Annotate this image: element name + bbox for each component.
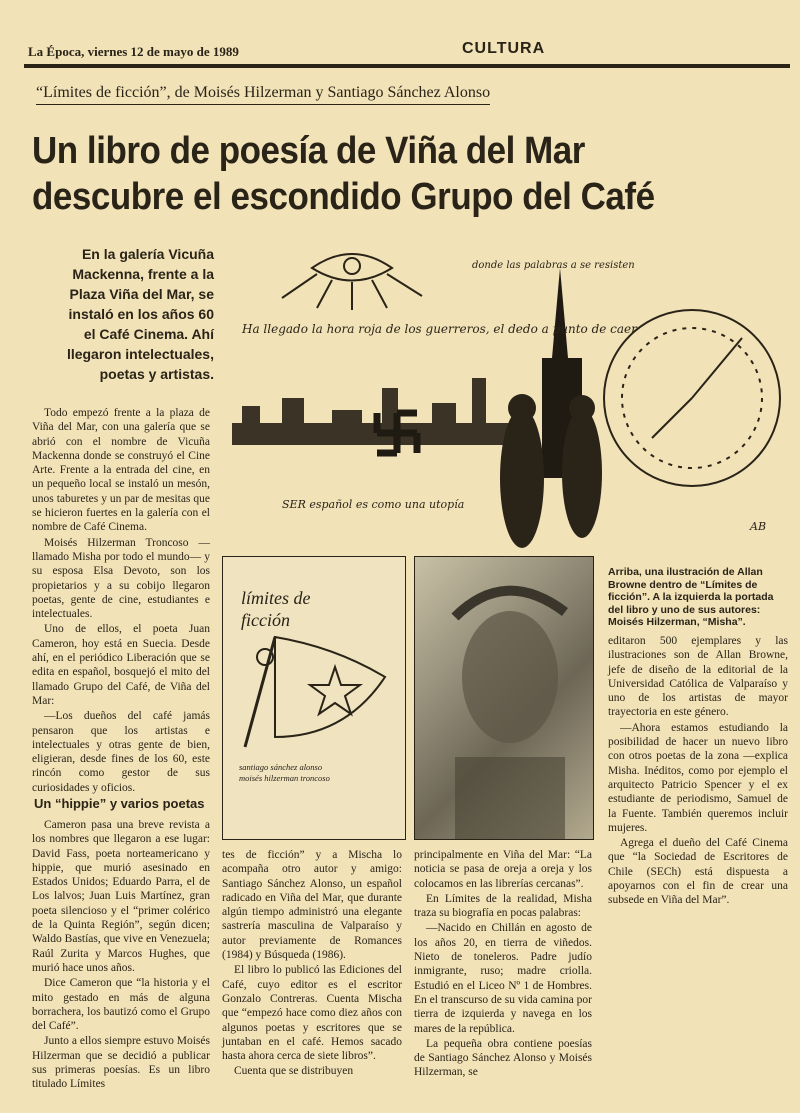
paragraph: Todo empezó frente a la plaza de Viña del Mar, con una galería que se abrió con el nombre de Vicuña Mackenna donde se construyó el Cine Arte. Frente a la entrada del cine, en un pequeño local se instaló un mesón, unos taburetes y un par de mesitas que se hicieron fuertes en la galería con el nombre de Café Cinema. [32, 407, 210, 534]
deck: En la galería Vicuña Mackenna, frente a la Plaza Viña del Mar, se instaló en los años 60 el Café Cinema. Ahí llegaron intelectuales, poetas y artistas. [66, 246, 214, 382]
cover-author-2: moisés hilzerman troncoso [239, 773, 330, 783]
column-1-bottom [32, 818, 210, 1093]
paragraph: Moisés Hilzerman Troncoso —llamado Misha por todo el mundo— y su esposa Elsa Devoto, son los propietarios y a su cobijo llegaron poetas, gente de cine, estudiantes e intelectuales. [32, 536, 210, 621]
illustration-text-2: donde las palabras a se resisten [472, 260, 635, 271]
paragraph: —Ahora estamos estudiando la posibilidad de hacer un nuevo libro con otros poetas de la zona —explica Misha. Inéditos, como por ejemplo el arquitecto Patricio Spencer y el ex estudiante de periodismo, Samuel de la Fuente. También queremos incluir mujeres. [608, 721, 788, 834]
author-photo [414, 556, 594, 840]
illustration-text-1: Ha llegado la hora roja de los guerreros, el dedo a punto de caer [242, 322, 637, 336]
headline-line-2: descubre el escondido Grupo del Café [32, 176, 655, 218]
column-2 [222, 848, 402, 1080]
column-3 [414, 848, 592, 1081]
paragraph: La pequeña obra contiene poesías de Santiago Sánchez Alonso y Moisés Hilzerman, se [414, 1037, 592, 1079]
paragraph: Cameron pasa una breve revista a los nombres que llegaron a ese lugar: David Fass, poeta norteamericano y hippie, que murió asesinado en Estados Unidos; Eduardo Parra, el de Los lalvos; Juan Luis Martínez, gran poeta silencioso y el “primer colérico de la Quinta Región”, según dicen; Waldo Bastías, que vive en Venezuela; Raúl Zurita y Marcos Hughes, que murió hace unos años. [32, 819, 210, 974]
star-flag-icon [235, 627, 395, 757]
paragraph: El libro lo publicó las Ediciones del Café, cuyo editor es el escritor Gonzalo Contreras. Cuenta Mischa que “empezó hace como diez años con algunos poetas y escritores que se juntaban en el café. Hemos sacado hasta ahora cerca de siete libros”. [222, 964, 402, 1063]
illustration-text-3: SER español es como una utopía [282, 498, 465, 511]
cover-title: límites de ficción [241, 588, 311, 630]
book-cover [222, 556, 406, 840]
paragraph: En Límites de la realidad, Misha traza su biografía en pocas palabras: [414, 892, 592, 920]
cover-author-1: santiago sánchez alonso [239, 762, 323, 772]
portrait-icon [415, 557, 593, 839]
illustration [222, 238, 788, 548]
paragraph: Uno de ellos, el poeta Juan Cameron, hoy está en Suecia. Desde ahí, en el periódico Liberación que se edita en español, bosquejó el mito del llamado Grupo del Café, de Viña del Mar: [32, 623, 210, 707]
headline-line-1: Un libro de poesía de Viña del Mar [32, 130, 585, 172]
headline [32, 128, 713, 220]
paragraph: Agrega el dueño del Café Cinema que “la Sociedad de Escritores de Chile (SECh) está dispuesta a apoyarnos con el fin de crear una subsede en Viña del Mar”. [608, 837, 788, 907]
paragraph: Dice Cameron que “la historia y el mito gestado en más de alguna borrachera, los bautizó como el Grupo del Café”. [32, 977, 210, 1033]
paragraph: editaron 500 ejemplares y las ilustraciones son de Allan Browne, jefe de diseño de la editorial de la Universidad Católica de Valparaíso y uno de los artistas de mayor trayectoria en este género. [608, 635, 788, 719]
column-4 [608, 634, 788, 909]
paragraph: Junto a ellos siempre estuvo Moisés Hilzerman que se decidió a publicar sus primeras poesías. Es un libro titulado Límites [32, 1035, 210, 1091]
subhead: Un “hippie” y varios poetas [34, 796, 205, 811]
paragraph: Cuenta que se distribuyen [234, 1065, 354, 1078]
photo-caption: Arriba, una ilustración de Allan Browne dentro de “Límites de ficción”. A la izquierda la portada del libro y uno de sus autores: Moisés Hilzerman, “Misha”. [608, 566, 774, 628]
illustration-signature: AB [750, 520, 767, 533]
paragraph: —Los dueños del café jamás pensaron que los artistas e intelectuales y otras gente de bien, eligieran, desde fines de los 60, este rincón como gestor de sus curiosidades y oficios. [32, 710, 210, 794]
eye-icon [282, 254, 422, 310]
column-1-top [32, 406, 210, 796]
cover-authors [239, 762, 330, 784]
top-rule [24, 64, 790, 68]
section-label: CULTURA [462, 40, 546, 57]
paragraph: tes de ficción” y a Mischa lo acompaña otro autor y amigo: Santiago Sánchez Alonso, un español radicado en Viña del Mar, que durante algún tiempo administró una elegante sastrería masculina de Valparaíso y autor previamente de Romances (1984) y Búsqueda (1986). [222, 849, 402, 962]
masthead-date: La Época, viernes 12 de mayo de 1989 [28, 44, 239, 59]
clock-icon [604, 310, 780, 486]
paragraph: principalmente en Viña del Mar: “La noticia se pasa de oreja a oreja y los colocamos en las librerías cercanas”. [414, 849, 592, 890]
paragraph: —Nacido en Chillán en agosto de los años 20, en tierra de viñedos. Nieto de toneleros. Padre judío inmigrante, ruso; madre criolla. Estudió en el Liceo Nº 1 de Hombres. En el transcurso de su vida camina por tierra de izquierda y navega en los mares de la república. [414, 922, 592, 1035]
kicker: “Límites de ficción”, de Moisés Hilzerman y Santiago Sánchez Alonso [36, 84, 490, 105]
